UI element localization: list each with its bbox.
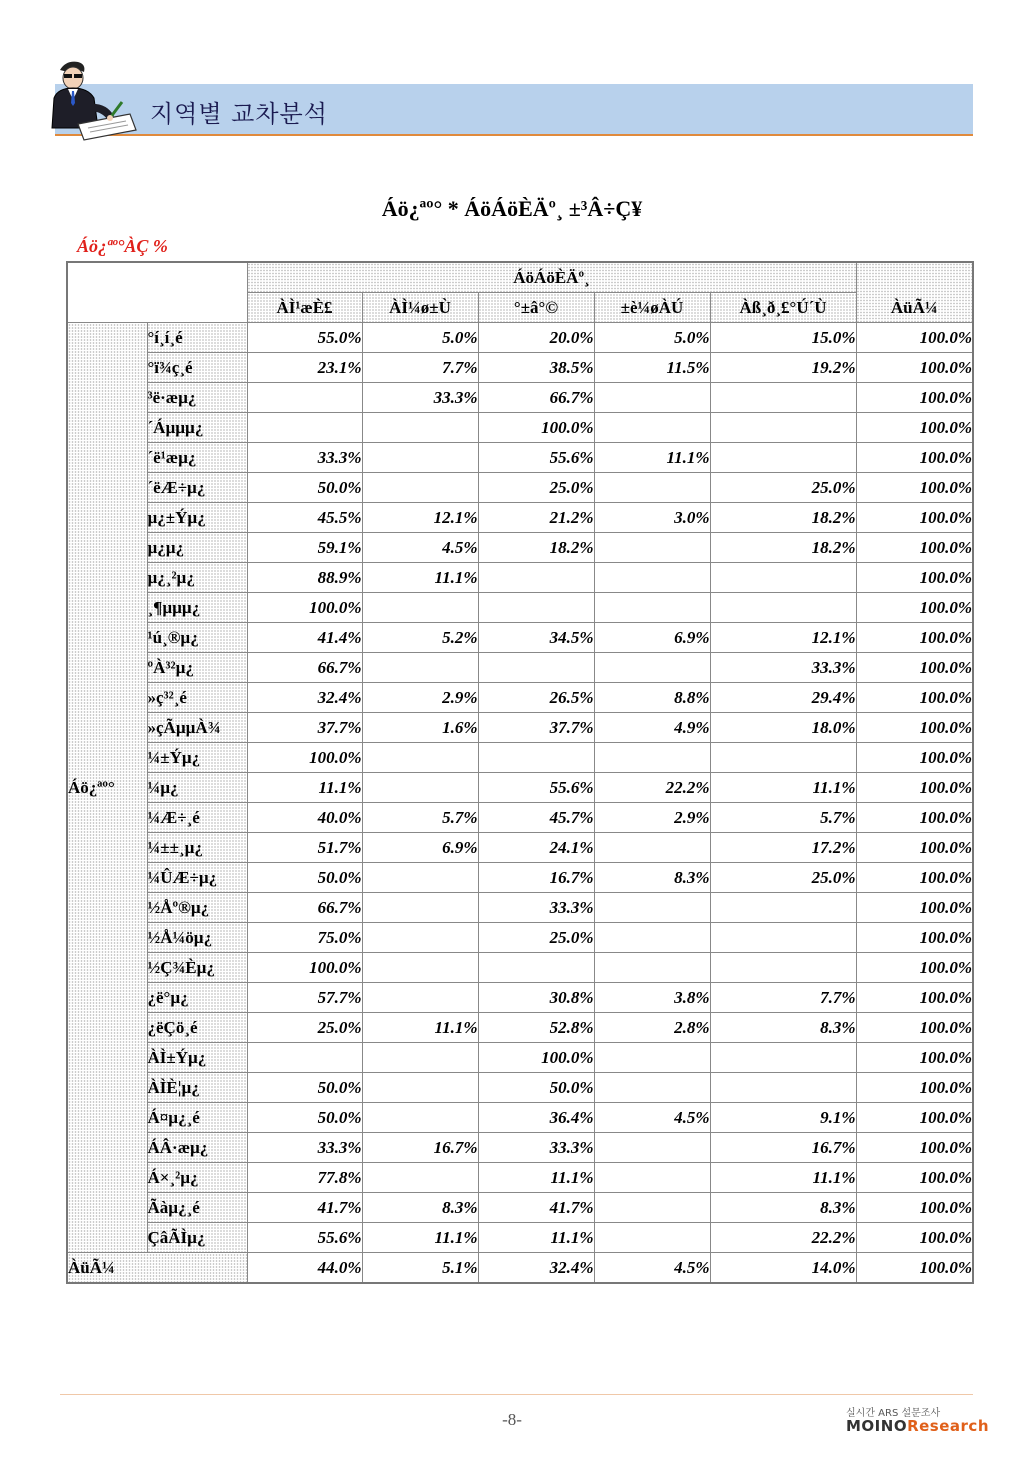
table-cell: 16.7% xyxy=(478,863,594,893)
table-cell xyxy=(247,1043,362,1073)
table-body xyxy=(67,323,973,1284)
column-header: ±è¼øÀÚ xyxy=(594,293,710,323)
table-cell: 2.9% xyxy=(594,803,710,833)
table-cell xyxy=(594,743,710,773)
page-number: -8- xyxy=(502,1410,522,1429)
row-total-cell: 100.0% xyxy=(856,1103,973,1133)
table-cell: 33.3% xyxy=(478,1133,594,1163)
row-label: ¼ÛÆ÷µ¿ xyxy=(147,863,247,893)
table-cell xyxy=(594,1043,710,1073)
table-cell: 25.0% xyxy=(478,473,594,503)
row-total-cell: 100.0% xyxy=(856,593,973,623)
table-cell xyxy=(362,893,478,923)
table-cell: 75.0% xyxy=(247,923,362,953)
table-cell: 11.1% xyxy=(362,563,478,593)
table-cell: 32.4% xyxy=(247,683,362,713)
row-total-cell: 100.0% xyxy=(856,683,973,713)
row-label: ½Åº®µ¿ xyxy=(147,893,247,923)
table-cell: 55.6% xyxy=(478,443,594,473)
row-label: ¼±±¸µ¿ xyxy=(147,833,247,863)
table-cell xyxy=(362,653,478,683)
table-cell xyxy=(594,953,710,983)
table-row xyxy=(67,563,973,593)
table-cell: 6.9% xyxy=(362,833,478,863)
table-cell xyxy=(710,443,856,473)
table-cell xyxy=(710,953,856,983)
row-label: ¿ë°µ¿ xyxy=(147,983,247,1013)
table-row xyxy=(67,353,973,383)
table-cell: 77.8% xyxy=(247,1163,362,1193)
row-total-cell: 100.0% xyxy=(856,803,973,833)
row-label: ³ë·æµ¿ xyxy=(147,383,247,413)
table-cell: 8.3% xyxy=(710,1013,856,1043)
table-cell xyxy=(710,1043,856,1073)
column-header: ÀÌ¼ø±Ù xyxy=(362,293,478,323)
table-cell: 1.6% xyxy=(362,713,478,743)
table-cell xyxy=(362,413,478,443)
table-cell xyxy=(594,833,710,863)
table-cell: 11.5% xyxy=(594,353,710,383)
row-total-cell: 100.0% xyxy=(856,353,973,383)
table-cell: 33.3% xyxy=(710,653,856,683)
total-cell: 14.0% xyxy=(710,1253,856,1284)
row-total-cell: 100.0% xyxy=(856,383,973,413)
table-cell: 40.0% xyxy=(247,803,362,833)
table-cell xyxy=(362,443,478,473)
table-cell: 41.7% xyxy=(247,1193,362,1223)
logo-text-part2: Research xyxy=(907,1417,989,1435)
table-cell: 25.0% xyxy=(710,863,856,893)
table-cell xyxy=(594,563,710,593)
table-cell: 21.2% xyxy=(478,503,594,533)
table-cell: 11.1% xyxy=(478,1223,594,1253)
table-cell: 12.1% xyxy=(710,623,856,653)
table-cell: 25.0% xyxy=(247,1013,362,1043)
table-cell: 3.0% xyxy=(594,503,710,533)
table-cell xyxy=(362,953,478,983)
total-header: ÀüÃ¼ xyxy=(856,262,973,323)
row-total-cell: 100.0% xyxy=(856,1013,973,1043)
table-cell: 59.1% xyxy=(247,533,362,563)
row-total-cell: 100.0% xyxy=(856,563,973,593)
row-total-cell: 100.0% xyxy=(856,713,973,743)
table-cell: 16.7% xyxy=(362,1133,478,1163)
table-cell: 100.0% xyxy=(247,593,362,623)
table-row xyxy=(67,1043,973,1073)
table-cell: 18.0% xyxy=(710,713,856,743)
table-cell: 5.0% xyxy=(362,323,478,353)
table-cell: 5.7% xyxy=(710,803,856,833)
table-cell: 50.0% xyxy=(247,473,362,503)
table-row xyxy=(67,623,973,653)
table-row xyxy=(67,383,973,413)
table-cell xyxy=(710,893,856,923)
row-total-cell: 100.0% xyxy=(856,503,973,533)
table-row xyxy=(67,1013,973,1043)
table-row xyxy=(67,923,973,953)
table-cell xyxy=(594,593,710,623)
document-title: Áö¿ªº° * ÁöÁöÈÄº¸ ±³Â÷Ç¥ xyxy=(381,196,643,221)
table-cell: 12.1% xyxy=(362,503,478,533)
table-subtitle: Áö¿ªº°ÀÇ % xyxy=(77,236,168,256)
table-row xyxy=(67,1163,973,1193)
table-cell xyxy=(362,593,478,623)
table-cell xyxy=(594,1223,710,1253)
row-label: µ¿¸²µ¿ xyxy=(147,563,247,593)
row-total-cell: 100.0% xyxy=(856,953,973,983)
table-cell: 11.1% xyxy=(594,443,710,473)
table-row xyxy=(67,503,973,533)
table-row xyxy=(67,443,973,473)
table-cell: 5.2% xyxy=(362,623,478,653)
table-cell: 2.8% xyxy=(594,1013,710,1043)
table-cell: 8.3% xyxy=(710,1193,856,1223)
row-total-cell: 100.0% xyxy=(856,1043,973,1073)
row-total-cell: 100.0% xyxy=(856,1193,973,1223)
row-label: ´ëÆ÷µ¿ xyxy=(147,473,247,503)
businessman-writing-icon xyxy=(48,58,138,142)
table-row xyxy=(67,773,973,803)
table-cell: 25.0% xyxy=(710,473,856,503)
total-cell: 5.1% xyxy=(362,1253,478,1284)
table-row xyxy=(67,743,973,773)
row-label: ´ë¹æµ¿ xyxy=(147,443,247,473)
table-cell xyxy=(362,1073,478,1103)
grand-total-cell: 100.0% xyxy=(856,1253,973,1284)
row-label: ¸¶µµµ¿ xyxy=(147,593,247,623)
group-header: ÁöÁöÈÄº¸ xyxy=(247,262,856,293)
table-cell: 24.1% xyxy=(478,833,594,863)
table-cell xyxy=(362,473,478,503)
table-cell xyxy=(362,743,478,773)
row-label: °ï¾ç¸é xyxy=(147,353,247,383)
row-label: ´Áµµµ¿ xyxy=(147,413,247,443)
row-label: ÀÌÈ¦µ¿ xyxy=(147,1073,247,1103)
table-cell: 9.1% xyxy=(710,1103,856,1133)
table-row xyxy=(67,1073,973,1103)
table-cell: 11.1% xyxy=(710,773,856,803)
table-cell: 34.5% xyxy=(478,623,594,653)
table-cell: 11.1% xyxy=(247,773,362,803)
table-cell: 5.7% xyxy=(362,803,478,833)
table-cell: 100.0% xyxy=(478,413,594,443)
table-cell: 33.3% xyxy=(247,1133,362,1163)
section-title: 지역별 교차분석 xyxy=(150,100,328,128)
table-cell: 4.5% xyxy=(594,1103,710,1133)
table-cell: 55.6% xyxy=(247,1223,362,1253)
table-cell: 100.0% xyxy=(247,743,362,773)
row-label: µ¿µ¿ xyxy=(147,533,247,563)
table-cell xyxy=(362,1043,478,1073)
total-cell: 32.4% xyxy=(478,1253,594,1284)
total-row-label: ÀüÃ¼ xyxy=(67,1253,247,1284)
table-cell: 8.3% xyxy=(594,863,710,893)
row-label: Á¤µ¿¸é xyxy=(147,1103,247,1133)
table-cell: 30.8% xyxy=(478,983,594,1013)
row-label: ¿ëÇö¸é xyxy=(147,1013,247,1043)
table-row xyxy=(67,803,973,833)
table-cell xyxy=(478,593,594,623)
table-corner-cell xyxy=(67,262,247,323)
table-row xyxy=(67,323,973,353)
table-cell: 18.2% xyxy=(710,533,856,563)
table-cell: 55.0% xyxy=(247,323,362,353)
table-cell: 3.8% xyxy=(594,983,710,1013)
row-label: ¹ú¸®µ¿ xyxy=(147,623,247,653)
column-header: °±â°© xyxy=(478,293,594,323)
table-cell xyxy=(247,383,362,413)
table-cell: 8.8% xyxy=(594,683,710,713)
row-label: Á×¸²µ¿ xyxy=(147,1163,247,1193)
table-cell: 50.0% xyxy=(247,1103,362,1133)
table-row xyxy=(67,863,973,893)
table-cell: 33.3% xyxy=(247,443,362,473)
footer-divider xyxy=(60,1394,973,1395)
table-cell: 88.9% xyxy=(247,563,362,593)
row-total-cell: 100.0% xyxy=(856,863,973,893)
row-total-cell: 100.0% xyxy=(856,773,973,803)
logo-text-part1: MOINO xyxy=(846,1417,908,1435)
row-total-cell: 100.0% xyxy=(856,743,973,773)
total-cell: 44.0% xyxy=(247,1253,362,1284)
table-cell: 37.7% xyxy=(478,713,594,743)
row-label: ¼µ¿ xyxy=(147,773,247,803)
row-total-cell: 100.0% xyxy=(856,1163,973,1193)
table-cell xyxy=(362,1163,478,1193)
row-total-cell: 100.0% xyxy=(856,623,973,653)
table-cell xyxy=(594,473,710,503)
table-cell xyxy=(594,533,710,563)
table-cell xyxy=(594,1133,710,1163)
total-row xyxy=(67,1253,973,1284)
table-cell: 37.7% xyxy=(247,713,362,743)
table-cell: 25.0% xyxy=(478,923,594,953)
table-cell: 11.1% xyxy=(362,1013,478,1043)
table-row xyxy=(67,1223,973,1253)
row-label: µ¿±Ýµ¿ xyxy=(147,503,247,533)
total-cell: 4.5% xyxy=(594,1253,710,1284)
row-label: ºÀ³²µ¿ xyxy=(147,653,247,683)
table-cell: 50.0% xyxy=(247,1073,362,1103)
row-total-cell: 100.0% xyxy=(856,1133,973,1163)
table-row xyxy=(67,593,973,623)
table-cell xyxy=(594,1163,710,1193)
table-row xyxy=(67,1103,973,1133)
table-row xyxy=(67,653,973,683)
table-cell xyxy=(594,413,710,443)
row-label: ½Å¼öµ¿ xyxy=(147,923,247,953)
table-row xyxy=(67,833,973,863)
table-cell xyxy=(594,1073,710,1103)
table-cell: 7.7% xyxy=(362,353,478,383)
table-cell: 26.5% xyxy=(478,683,594,713)
table-cell xyxy=(594,1193,710,1223)
table-row xyxy=(67,893,973,923)
table-row xyxy=(67,953,973,983)
table-cell: 38.5% xyxy=(478,353,594,383)
table-row xyxy=(67,1133,973,1163)
table-row xyxy=(67,413,973,443)
table-cell: 18.2% xyxy=(710,503,856,533)
row-total-cell: 100.0% xyxy=(856,1073,973,1103)
row-total-cell: 100.0% xyxy=(856,413,973,443)
logo-caption: 실시간 ARS 설문조사 xyxy=(846,1408,941,1419)
table-cell xyxy=(594,653,710,683)
row-total-cell: 100.0% xyxy=(856,323,973,353)
table-cell xyxy=(362,923,478,953)
table-cell: 51.7% xyxy=(247,833,362,863)
table-cell xyxy=(478,743,594,773)
table-cell: 7.7% xyxy=(710,983,856,1013)
table-cell: 50.0% xyxy=(247,863,362,893)
row-total-cell: 100.0% xyxy=(856,653,973,683)
table-cell: 45.7% xyxy=(478,803,594,833)
row-label: ½Ç¾Èµ¿ xyxy=(147,953,247,983)
row-total-cell: 100.0% xyxy=(856,533,973,563)
table-cell: 18.2% xyxy=(478,533,594,563)
table-cell xyxy=(594,893,710,923)
table-cell xyxy=(710,413,856,443)
table-cell xyxy=(710,923,856,953)
row-label: »çÃµµÀ¾ xyxy=(147,713,247,743)
table-cell: 11.1% xyxy=(710,1163,856,1193)
table-row xyxy=(67,983,973,1013)
table-cell: 8.3% xyxy=(362,1193,478,1223)
table-cell: 22.2% xyxy=(710,1223,856,1253)
table-cell: 41.4% xyxy=(247,623,362,653)
column-header: Àß¸ð¸£°Ú´Ù xyxy=(710,293,856,323)
row-label: ÁÂ·æµ¿ xyxy=(147,1133,247,1163)
table-cell: 4.5% xyxy=(362,533,478,563)
table-cell: 36.4% xyxy=(478,1103,594,1133)
table-cell: 11.1% xyxy=(478,1163,594,1193)
table-cell: 15.0% xyxy=(710,323,856,353)
row-label: ¼Æ÷¸é xyxy=(147,803,247,833)
table-cell xyxy=(710,383,856,413)
row-label: »ç³²¸é xyxy=(147,683,247,713)
table-cell: 66.7% xyxy=(247,893,362,923)
table-cell xyxy=(594,923,710,953)
company-logo xyxy=(846,1417,989,1435)
row-total-cell: 100.0% xyxy=(856,893,973,923)
row-label: ¼±Ýµ¿ xyxy=(147,743,247,773)
table-cell: 50.0% xyxy=(478,1073,594,1103)
table-cell: 33.3% xyxy=(362,383,478,413)
table-cell: 55.6% xyxy=(478,773,594,803)
row-label: ÇâÃÌµ¿ xyxy=(147,1223,247,1253)
table-cell xyxy=(710,1073,856,1103)
table-cell xyxy=(362,983,478,1013)
row-total-cell: 100.0% xyxy=(856,1223,973,1253)
table-cell: 33.3% xyxy=(478,893,594,923)
row-group-label: Áö¿ªº° xyxy=(67,323,147,1253)
table-cell xyxy=(362,863,478,893)
table-cell xyxy=(247,413,362,443)
table-row xyxy=(67,473,973,503)
table-cell xyxy=(710,743,856,773)
table-cell: 16.7% xyxy=(710,1133,856,1163)
table-cell: 45.5% xyxy=(247,503,362,533)
table-row xyxy=(67,713,973,743)
table-cell: 20.0% xyxy=(478,323,594,353)
table-cell: 6.9% xyxy=(594,623,710,653)
row-label: Ãàµ¿¸é xyxy=(147,1193,247,1223)
row-total-cell: 100.0% xyxy=(856,473,973,503)
row-label: °í¸í¸é xyxy=(147,323,247,353)
table-cell: 100.0% xyxy=(247,953,362,983)
table-row xyxy=(67,1193,973,1223)
table-cell: 66.7% xyxy=(247,653,362,683)
table-cell xyxy=(710,593,856,623)
table-cell xyxy=(594,383,710,413)
column-header: ÀÌ¹æÈ£ xyxy=(247,293,362,323)
table-cell: 66.7% xyxy=(478,383,594,413)
table-row xyxy=(67,683,973,713)
table-cell: 52.8% xyxy=(478,1013,594,1043)
row-total-cell: 100.0% xyxy=(856,923,973,953)
table-cell: 11.1% xyxy=(362,1223,478,1253)
row-total-cell: 100.0% xyxy=(856,443,973,473)
table-cell xyxy=(478,653,594,683)
table-row xyxy=(67,533,973,563)
table-cell xyxy=(362,773,478,803)
table-cell: 57.7% xyxy=(247,983,362,1013)
row-total-cell: 100.0% xyxy=(856,833,973,863)
crosstab-table xyxy=(66,261,974,1284)
table-cell: 23.1% xyxy=(247,353,362,383)
table-cell: 29.4% xyxy=(710,683,856,713)
table-cell xyxy=(710,563,856,593)
table-cell xyxy=(478,563,594,593)
table-cell xyxy=(478,953,594,983)
row-label: ÀÌ±Ýµ¿ xyxy=(147,1043,247,1073)
table-cell: 5.0% xyxy=(594,323,710,353)
row-total-cell: 100.0% xyxy=(856,983,973,1013)
table-cell: 19.2% xyxy=(710,353,856,383)
table-cell: 41.7% xyxy=(478,1193,594,1223)
table-cell: 100.0% xyxy=(478,1043,594,1073)
table-cell: 17.2% xyxy=(710,833,856,863)
table-cell: 4.9% xyxy=(594,713,710,743)
table-cell xyxy=(362,1103,478,1133)
table-cell: 22.2% xyxy=(594,773,710,803)
table-cell: 2.9% xyxy=(362,683,478,713)
